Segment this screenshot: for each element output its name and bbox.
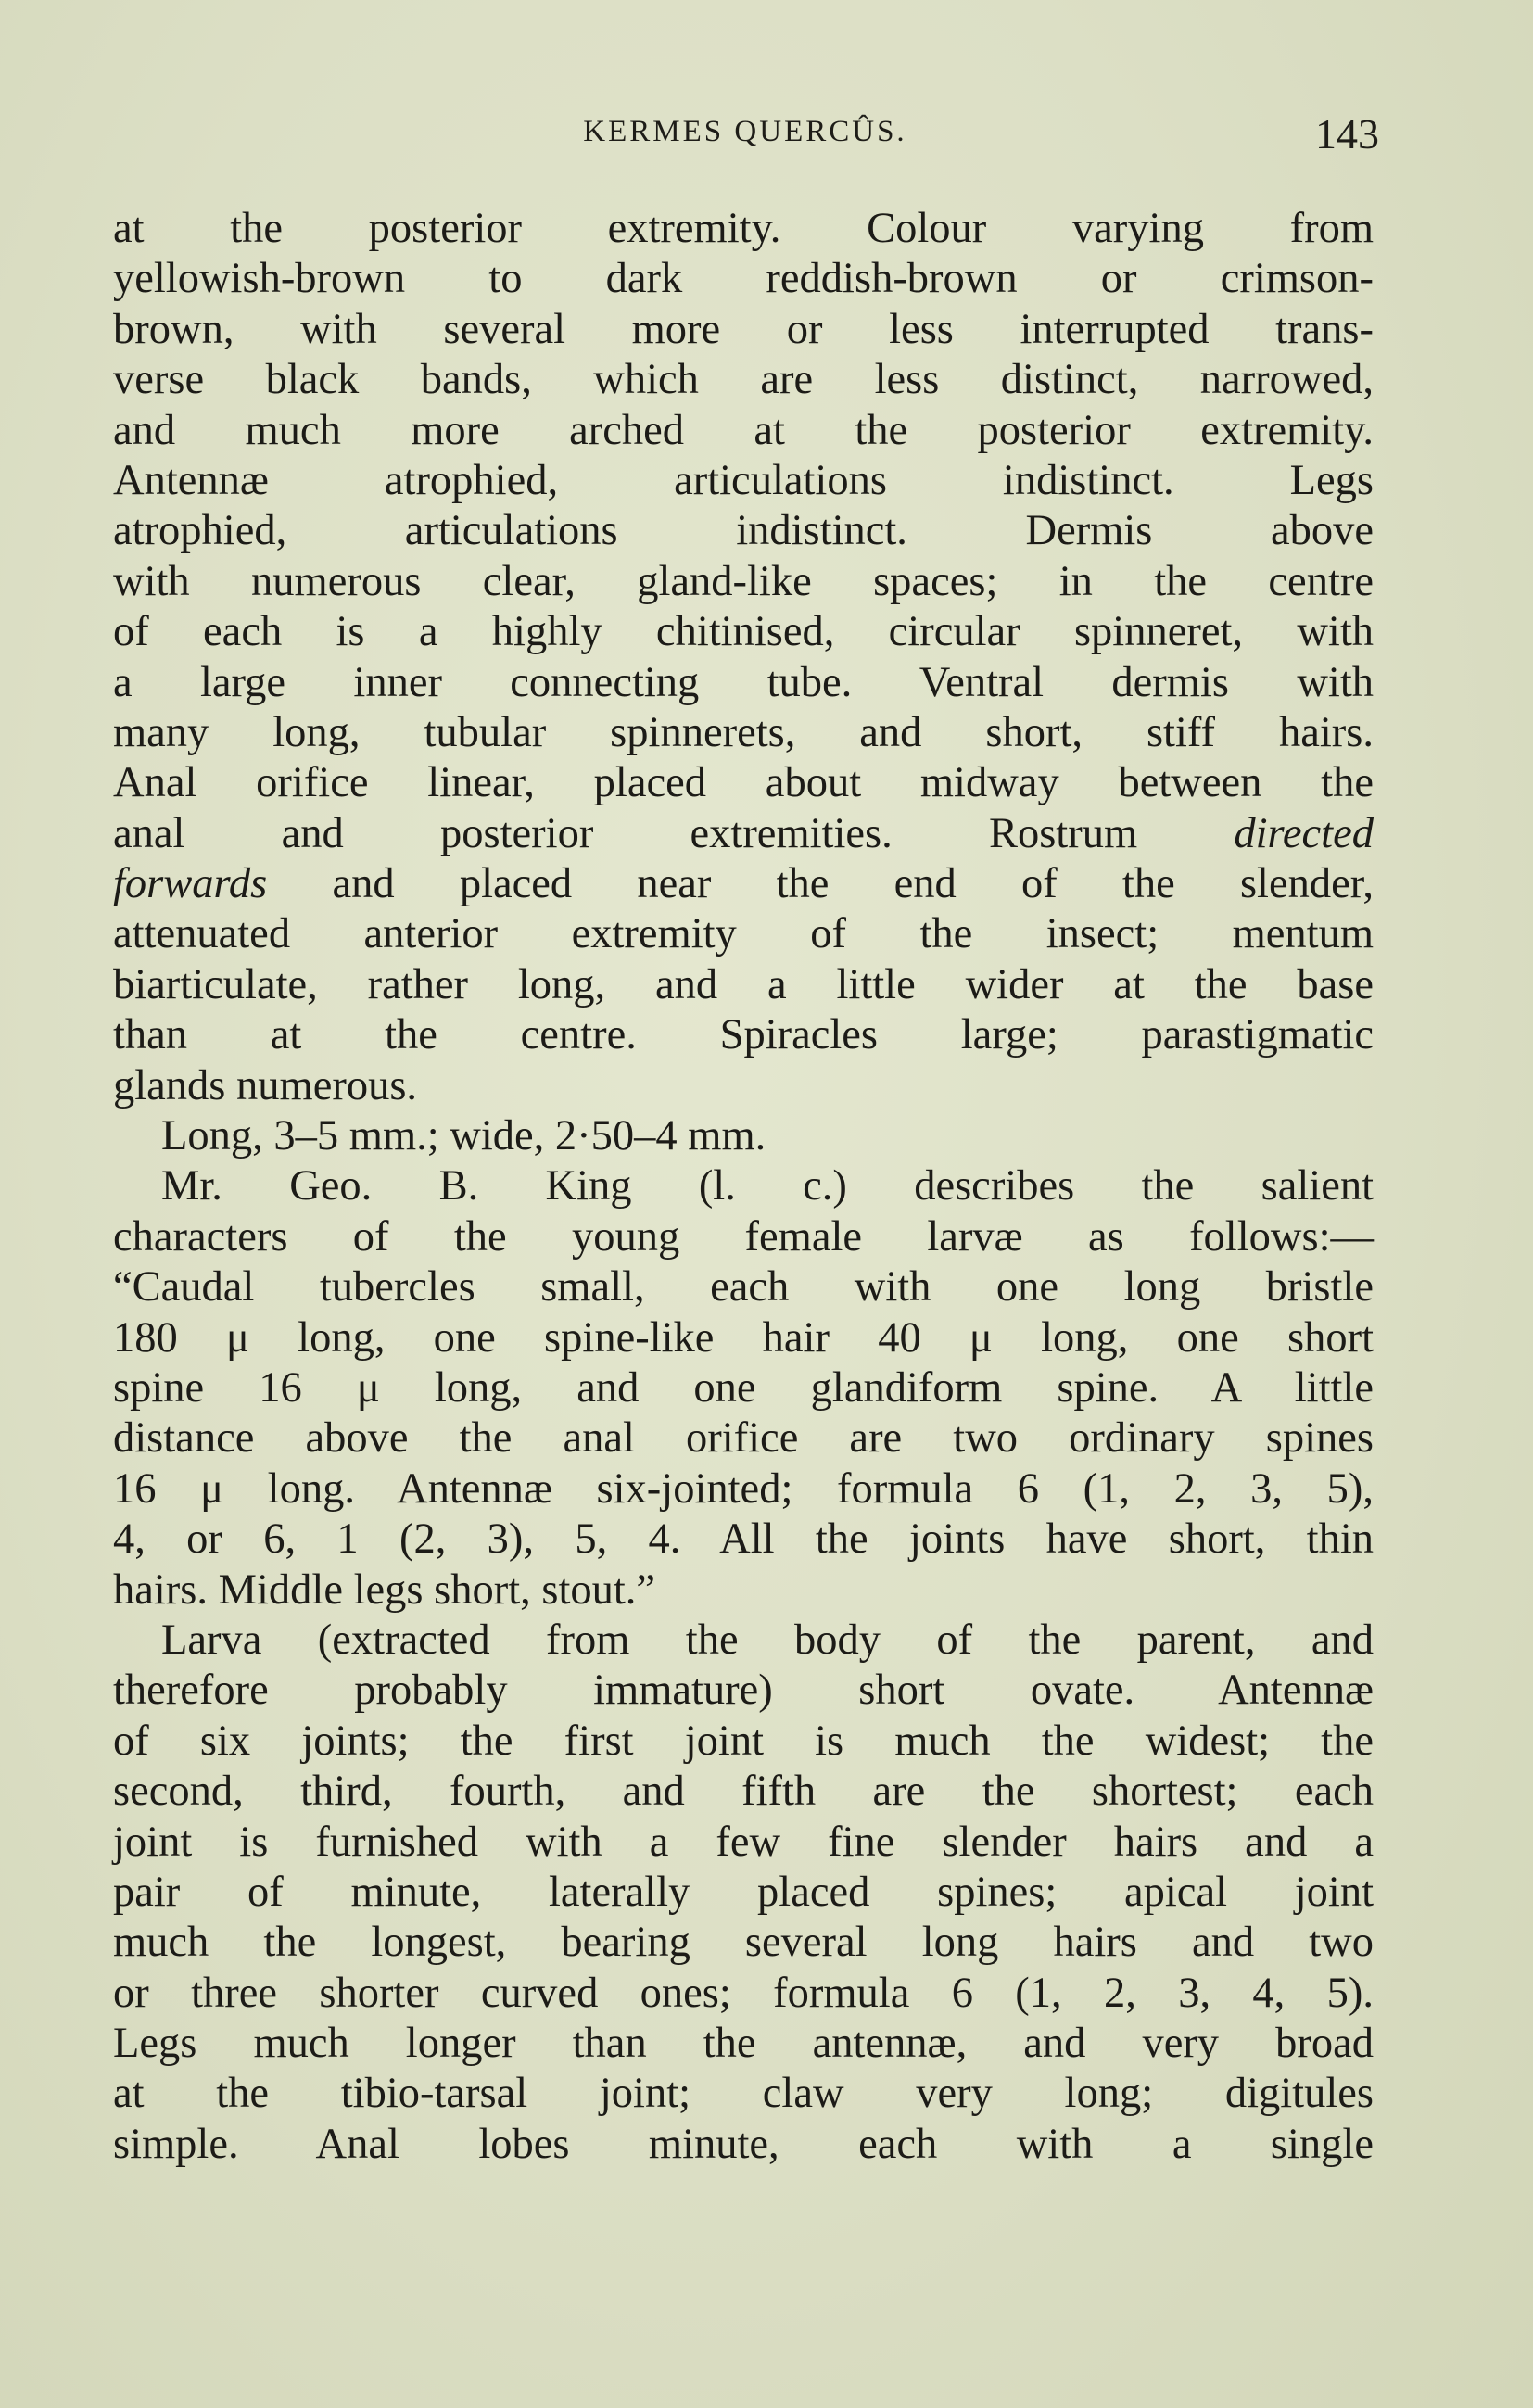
text-line: of each is a highly chitinised, circular spinneret, with xyxy=(113,608,1374,656)
running-title: KERMES QUERCÛS. xyxy=(583,115,907,148)
running-head xyxy=(111,109,1379,165)
text-line: spine 16 μ long, and one glandiform spine. A little xyxy=(113,1363,1374,1412)
text-line: distance above the anal orifice are two ordinary spines xyxy=(113,1414,1374,1463)
text-line-with-italic xyxy=(113,809,1374,859)
text-line: simple. Anal lobes minute, each with a single xyxy=(113,2120,1374,2168)
text-line: Mr. Geo. B. King (l. c.) describes the salient xyxy=(161,1162,1374,1210)
text-segment: and placed near the end of the slender, xyxy=(332,860,1374,908)
text-line: Anal orifice linear, placed about midway between the xyxy=(113,759,1374,807)
text-line: glands numerous. xyxy=(113,1061,418,1109)
text-line: Antennæ atrophied, articulations indistinct. Legs xyxy=(113,456,1374,504)
body-text xyxy=(113,204,1374,2170)
text-line: characters of the young female larvæ as follows:— xyxy=(113,1212,1374,1261)
text-line-with-italic xyxy=(113,859,1374,909)
text-line: 4, or 6, 1 (2, 3), 5, 4. All the joints have short, thin xyxy=(113,1515,1374,1564)
text-line: hairs. Middle legs short, stout.” xyxy=(113,1565,656,1614)
text-line: verse black bands, which are less distinct, narrowed, xyxy=(113,356,1374,404)
text-line: 180 μ long, one spine-like hair 40 μ long, one short xyxy=(113,1313,1374,1362)
text-line: much the longest, bearing several long hairs and two xyxy=(113,1919,1374,1967)
text-line: “Caudal tubercles small, each with one long bristle xyxy=(113,1263,1374,1312)
text-line: and much more arched at the posterior extremity. xyxy=(113,406,1374,454)
text-line: a large inner connecting tube. Ventral dermis with xyxy=(113,658,1374,706)
italic-text: directed xyxy=(1234,809,1374,857)
italic-text: forwards xyxy=(113,860,268,908)
text-line: with numerous clear, gland-like spaces; in the centre xyxy=(113,557,1374,605)
text-line: than at the centre. Spiracles large; parastigmatic xyxy=(113,1011,1374,1059)
text-line: Long, 3–5 mm.; wide, 2·50–4 mm. xyxy=(161,1112,766,1160)
text-line: brown, with several more or less interrupted trans- xyxy=(113,305,1374,353)
text-line: at the posterior extremity. Colour varying from xyxy=(113,205,1374,252)
text-line: biarticulate, rather long, and a little wider at the base xyxy=(113,960,1374,1008)
text-line: joint is furnished with a few fine slender hairs and a xyxy=(113,1818,1374,1866)
text-line: attenuated anterior extremity of the insect; mentum xyxy=(113,910,1374,958)
text-segment: anal and posterior extremities. Rostrum xyxy=(113,809,1138,857)
page-number: 143 xyxy=(1315,110,1379,158)
text-line: yellowish-brown to dark reddish-brown or crimson- xyxy=(113,255,1374,303)
text-line: pair of minute, laterally placed spines; apical joint xyxy=(113,1868,1374,1916)
text-line: atrophied, articulations indistinct. Dermis above xyxy=(113,507,1374,555)
text-line: many long, tubular spinnerets, and short, stiff hairs. xyxy=(113,708,1374,756)
text-line: therefore probably immature) short ovate. Antennæ xyxy=(113,1667,1374,1715)
text-line: at the tibio-tarsal joint; claw very long; digitules xyxy=(113,2070,1374,2118)
text-line: Larva (extracted from the body of the parent, and xyxy=(161,1616,1374,1664)
text-line: of six joints; the first joint is much the widest; the xyxy=(113,1717,1374,1765)
text-line: Legs much longer than the antennæ, and very broad xyxy=(113,2020,1374,2068)
text-line: or three shorter curved ones; formula 6 (1, 2, 3, 4, 5). xyxy=(113,1969,1374,2017)
text-line: 16 μ long. Antennæ six-jointed; formula 6 (1, 2, 3, 5), xyxy=(113,1464,1374,1513)
text-line: second, third, fourth, and fifth are the shortest; each xyxy=(113,1768,1374,1816)
